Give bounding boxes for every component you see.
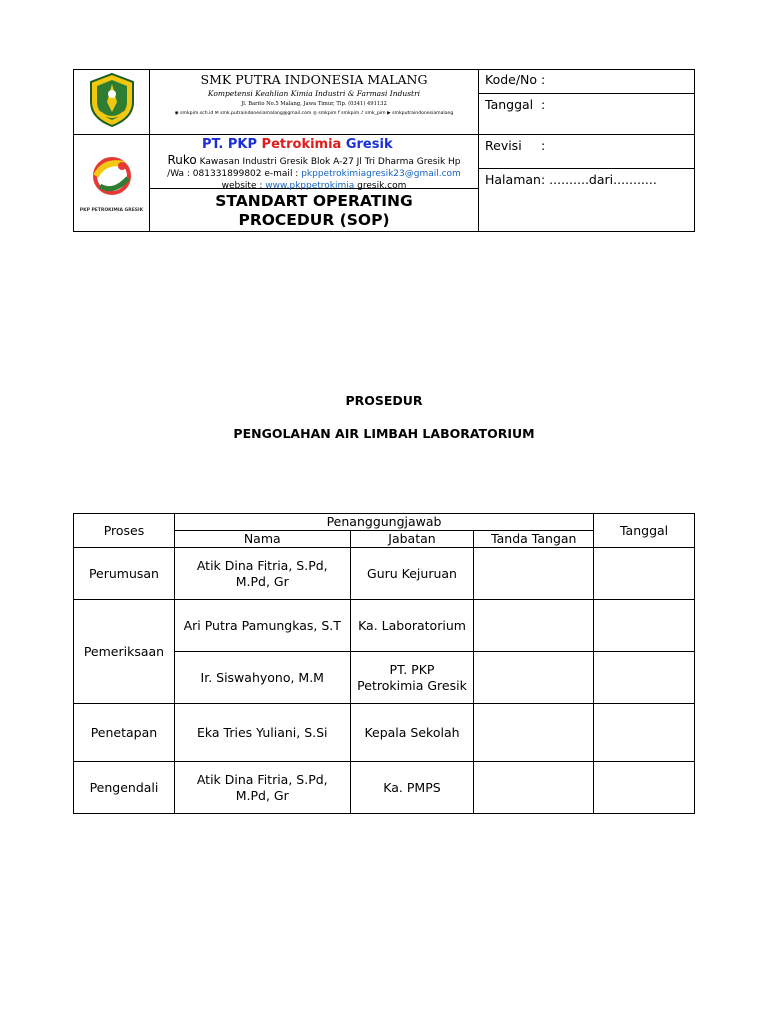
table-row — [74, 548, 695, 600]
social-youtube: smkputraindonesiamalang — [392, 111, 454, 116]
sop-title — [150, 189, 478, 230]
globe-icon: ◉ — [174, 111, 179, 116]
meta-kode-cell — [479, 70, 695, 135]
instagram-icon: ◎ — [312, 111, 317, 116]
company-website-link[interactable]: www.pkppetrokimia — [265, 181, 355, 191]
company-email-link[interactable]: pkppetrokimiagresik23@gmail.com — [301, 169, 461, 179]
document-header-table — [73, 69, 695, 232]
cell-nama: Ari Putra Pamungkas, S.T — [174, 600, 350, 652]
school-logo-cell — [74, 70, 150, 135]
facebook-icon: f — [337, 111, 340, 116]
social-tiktok: smk_pim — [365, 111, 386, 116]
table-row — [74, 600, 695, 652]
company-address — [150, 154, 478, 192]
social-email: smk.putraindonesiamalang@gmail.com — [220, 111, 312, 116]
cell-signature[interactable] — [474, 600, 594, 652]
cell-signature[interactable] — [474, 704, 594, 762]
social-facebook: smkpim — [341, 111, 360, 116]
school-name: SMK PUTRA INDONESIA MALANG — [200, 72, 428, 87]
cell-signature[interactable] — [474, 548, 594, 600]
cell-jabatan: Guru Kejuruan — [350, 548, 474, 600]
heading-prosedur: PROSEDUR — [345, 393, 423, 408]
company-website-suffix: gresik.com — [354, 181, 407, 191]
company-name-part3: Gresik — [341, 137, 393, 152]
school-info-cell — [150, 70, 479, 135]
company-contact: /Wa : 081331899802 e-mail : — [167, 169, 302, 179]
header-proses: Proses — [74, 514, 175, 548]
meta-revisi-cell — [479, 135, 695, 232]
heading-procedure-title: PENGOLAHAN AIR LIMBAH LABORATORIUM — [233, 426, 535, 441]
table-row — [74, 762, 695, 814]
cell-jabatan: Ka. Laboratorium — [350, 600, 474, 652]
approval-table — [73, 513, 695, 814]
cell-nama: Atik Dina Fitria, S.Pd, M.Pd, Gr — [174, 548, 350, 600]
school-logo-icon — [87, 72, 137, 128]
header-nama: Nama — [174, 531, 350, 548]
meta-kode-value: : — [541, 72, 546, 87]
social-instagram: smkpim — [318, 111, 337, 116]
table-row — [74, 704, 695, 762]
cell-nama: Ir. Siswahyono, M.M — [174, 652, 350, 704]
cell-signature[interactable] — [474, 652, 594, 704]
youtube-icon: ▶ — [387, 111, 391, 116]
cell-proses: Perumusan — [74, 548, 175, 600]
cell-proses: Pemeriksaan — [74, 600, 175, 704]
header-jabatan: Jabatan — [350, 531, 474, 548]
cell-tanggal[interactable] — [594, 600, 695, 652]
header-tanda-tangan: Tanda Tangan — [474, 531, 594, 548]
tiktok-icon: ♪ — [360, 111, 364, 116]
cell-tanggal[interactable] — [594, 762, 695, 814]
header-penanggungjawab: Penanggungjawab — [174, 514, 593, 531]
school-subtitle: Kompetensi Keahlian Kimia Industri & Farmasi Industri — [207, 89, 421, 98]
meta-revisi-value: : — [541, 138, 546, 153]
company-name-part2: Petrokimia — [261, 137, 342, 152]
cell-proses: Penetapan — [74, 704, 175, 762]
company-address-line1: Kawasan Industri Gresik Blok A-27 Jl Tri Dharma Gresik Hp — [196, 157, 461, 167]
cell-proses: Pengendali — [74, 762, 175, 814]
header-tanggal: Tanggal — [594, 514, 695, 548]
meta-tanggal-value: : — [541, 97, 546, 112]
sop-title-line1: STANDART OPERATING — [215, 192, 413, 210]
cell-jabatan: Ka. PMPS — [350, 762, 474, 814]
meta-halaman-label: Halaman — [485, 172, 541, 187]
company-name — [202, 137, 478, 152]
cell-signature[interactable] — [474, 762, 594, 814]
meta-tanggal-label: Tanggal — [485, 97, 534, 112]
cell-nama: Atik Dina Fitria, S.Pd, M.Pd, Gr — [174, 762, 350, 814]
cell-jabatan: PT. PKP Petrokimia Gresik — [350, 652, 474, 704]
school-address: Jl. Barito No.5 Malang, Jawa Timur, Tlp. (0341) 491132 — [241, 101, 387, 107]
cell-tanggal[interactable] — [594, 548, 695, 600]
company-logo-caption: PKP PETROKIMIA GRESIK — [79, 207, 144, 213]
meta-revisi-label: Revisi — [485, 138, 522, 153]
company-info-cell — [150, 135, 479, 232]
company-name-part1: PT. PKP — [202, 137, 262, 152]
cell-tanggal[interactable] — [594, 704, 695, 762]
cell-tanggal[interactable] — [594, 652, 695, 704]
meta-kode-label: Kode/No — [485, 72, 538, 87]
cell-nama: Eka Tries Yuliani, S.Si — [174, 704, 350, 762]
social-website: smkpim.sch.id — [180, 111, 214, 116]
company-logo-icon — [84, 154, 140, 206]
school-social-links — [150, 111, 478, 116]
mail-icon: ✉ — [214, 111, 219, 116]
company-address-lead: Ruko — [167, 153, 197, 167]
company-website-label: website : — [221, 181, 266, 191]
sop-title-line2: PROCEDUR (SOP) — [238, 211, 390, 229]
cell-jabatan: Kepala Sekolah — [350, 704, 474, 762]
company-logo-cell — [74, 135, 150, 232]
meta-halaman-value: : ..........dari........... — [541, 172, 657, 187]
